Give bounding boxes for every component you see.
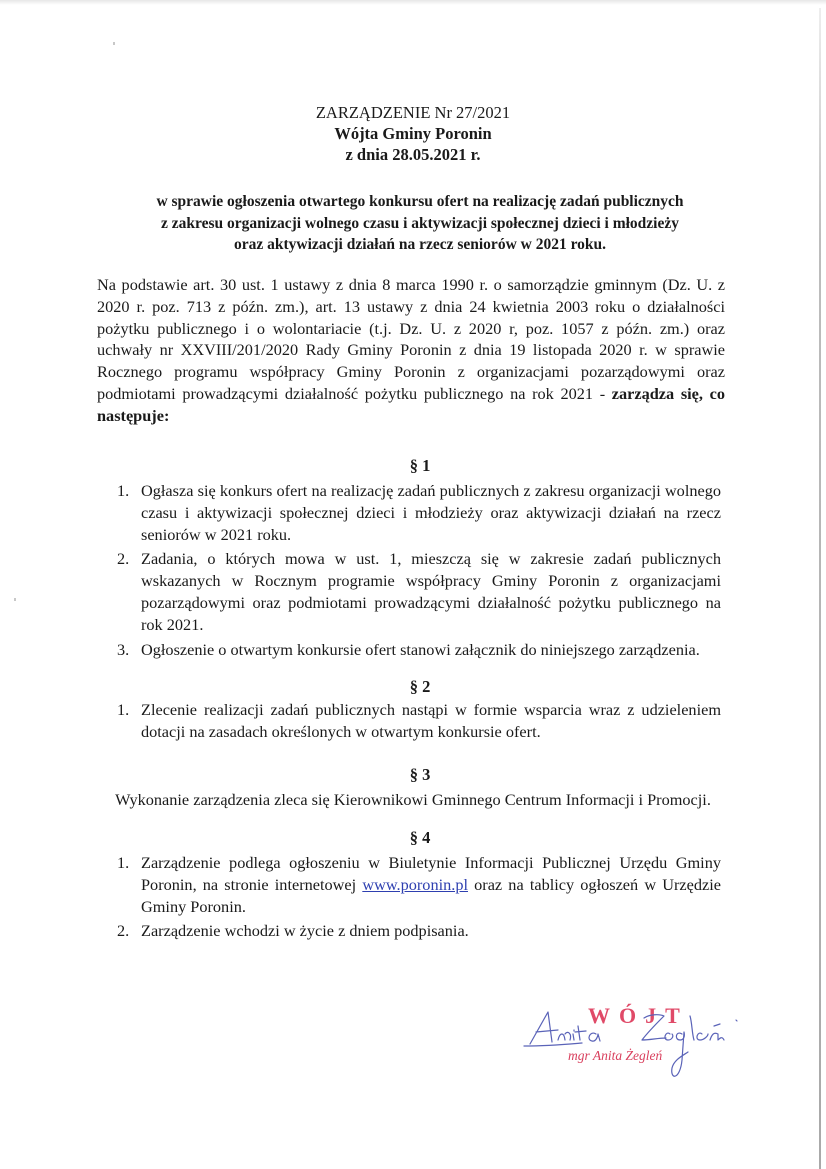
item-text: Ogłasza się konkurs ofert na realizację zadań publicznych z zakresu organizacji wolnego czasu i aktywizacji społecznej dzieci i młodzieży oraz aktywizacji działań na rzecz seniorów w 2021 roku. — [141, 481, 721, 544]
section-4-item — [0, 852, 721, 917]
subject-line: w sprawie ogłoszenia otwartego konkursu ofert na realizację zadań publicznych — [156, 193, 684, 210]
section-4-items — [0, 852, 721, 942]
stamp-title: WÓJT — [588, 1003, 689, 1028]
section-4-title: § 4 — [409, 828, 431, 847]
item-number: 1. — [117, 853, 130, 872]
handwritten-signature-icon — [510, 1000, 750, 1090]
item-text: Zlecenie realizacji zadań publicznych nastąpi w formie wsparcia wraz z udzieleniem dotacji na zasadach określonych w otwartym konkursie ofert. — [141, 700, 721, 741]
section-1-title: § 1 — [409, 456, 431, 475]
document-date: z dnia 28.05.2021 r. — [345, 145, 481, 164]
item-number: 3. — [117, 639, 130, 659]
item-text: Ogłoszenie o otwartym konkursie ofert stanowi załącznik do niniejszego zarządzenia. — [141, 639, 700, 659]
section-3-text: Wykonanie zarządzenia zleca się Kierownikowi Gminnego Centrum Informacji i Promocji. — [115, 790, 711, 809]
section-1-item — [0, 548, 721, 635]
item-number: 2. — [117, 549, 130, 569]
document-header — [0, 102, 826, 165]
item-text: oraz na tablicy ogłoszeń w Urzędzie Gminy Poronin. — [141, 874, 721, 916]
document-subject — [0, 191, 826, 256]
section-2-items — [0, 699, 721, 743]
section-1-items — [0, 480, 721, 660]
preamble — [97, 274, 725, 427]
item-number: 1. — [117, 700, 130, 719]
signature-block — [510, 1000, 750, 1090]
document-issuer: Wójta Gminy Poronin — [334, 124, 492, 143]
preamble-bold-ending: zarządza się, co następuje: — [97, 383, 726, 425]
item-text: Zadania, o których mowa w ust. 1, mieszczą się w zakresie zadań publicznych wskazanych w Rocznym programie współpracy Gminy Poronin z organizacjami pozarządowymi oraz podmiotami prowadzącymi działalność pożytku publicznego na rok 2021. — [141, 549, 721, 634]
scan-top-edge — [0, 0, 826, 5]
item-number: 1. — [117, 481, 130, 500]
section-3-title: § 3 — [409, 765, 431, 784]
subject-line: z zakresu organizacji wolnego czasu i aktywizacji społecznej dzieci i młodzieży — [161, 214, 679, 232]
item-number: 2. — [117, 921, 130, 941]
section-4-item — [0, 920, 721, 942]
website-link[interactable]: www.poronin.pl — [362, 874, 468, 894]
scan-right-edge — [819, 8, 821, 1169]
section-1-item — [0, 639, 721, 661]
item-text: Zarządzenie wchodzi w życie z dniem podpisania. — [141, 921, 469, 941]
section-2-item — [0, 699, 721, 743]
preamble-text: Na podstawie art. 30 ust. 1 ustawy z dnia 8 marca 1990 r. o samorządzie gminnym (Dz. U. z 2020 r. poz. 713 z późn. zm.), art. 13 ustawy z dnia 24 kwietnia 2003 roku o działalności pożytku publicznego i o wolontariacie (t.j. Dz. U. z 2020 r, poz. 1057 z późn. zm.) oraz uchwały nr XXVIII/201/2020 Rady Gminy Poronin z dnia 19 listopada 2020 r. w sprawie Rocznego programu współpracy Gminy Poronin z organizacjami pozarządowymi oraz podmiotami prowadzącymi działalność pożytku publicznego na rok 2021 - — [97, 275, 725, 403]
item-text: Zarządzenie podlega ogłoszeniu w Biuletynie Informacji Publicznej Urzędu Gminy Poronin, na stronie internetowej — [141, 853, 721, 894]
section-1-item — [0, 480, 721, 545]
section-2-title: § 2 — [409, 677, 431, 696]
document-title: ZARZĄDZENIE Nr 27/2021 — [315, 103, 511, 122]
stamp-name: mgr Anita Żegleń — [568, 1048, 663, 1063]
subject-line: oraz aktywizacji działań na rzecz seniorów w 2021 roku. — [233, 236, 607, 253]
scan-speck — [113, 42, 115, 45]
